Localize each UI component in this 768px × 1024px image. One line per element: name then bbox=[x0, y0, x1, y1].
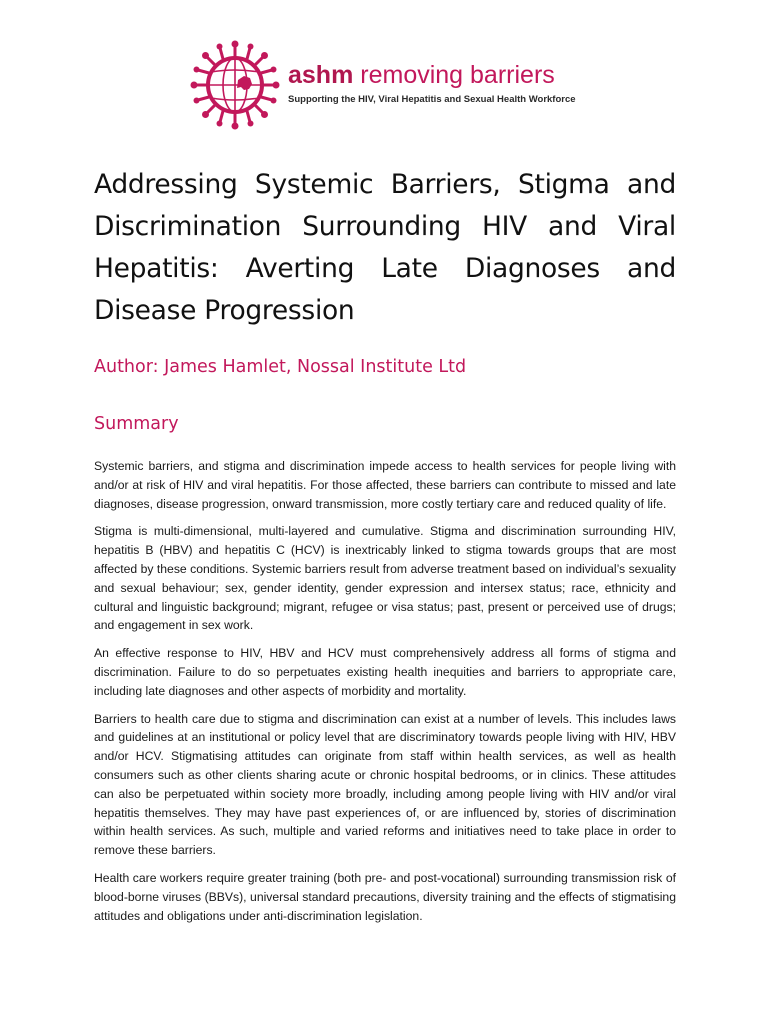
globe-virus-icon bbox=[190, 40, 280, 130]
brand-name bbox=[288, 62, 555, 88]
paragraph: Health care workers require greater training (both pre- and post-vocational) surrounding transmission risk of blood-borne viruses (BBVs), universal standard precautions, diversity training and the effects of stigmatising attitudes and obligations under anti-discrimination legislation. bbox=[94, 870, 676, 923]
paragraph: An effective response to HIV, HBV and HCV must comprehensively address all forms of stigma and discrimination. Failure to do so perpetuates existing health inequities and barriers to appropriate care, including late diagnoses and other aspects of morbidity and mortality. bbox=[94, 646, 676, 698]
paragraph: Systemic barriers, and stigma and discrimination impede access to health services for people living with and/or at risk of HIV and viral hepatitis. For those affected, these barriers can contribute to missed and late diagnoses, disease progression, onward transmission, more costly tertiary care and reduced quality of life. bbox=[94, 459, 676, 511]
paragraph: Barriers to health care due to stigma and discrimination can exist at a number of levels. This includes laws and guidelines at an institutional or policy level that are discriminatory towards people living with HIV, HBV and/or HCV. Stigmatising attitudes can originate from staff within health services, as well as health consumers such as other clients sharing acute or chronic hospital bedrooms, or in clinics. These attitudes can also be perpetuated within society more broadly, including among people living with HIV and/or viral hepatitis themselves. They may have past experiences of, or are influenced by, stories of discrimination within health services. As such, multiple and varied reforms and initiatives need to take place in order to remove these barriers. bbox=[94, 711, 676, 858]
document-title: Addressing Systemic Barriers, Stigma and Discrimination Surrounding HIV and Viral Hepatitis: Averting Late Diagnoses and Disease Progression bbox=[94, 169, 676, 326]
author-line: Author: James Hamlet, Nossal Institute Ltd bbox=[94, 357, 467, 377]
brand-tagline: Supporting the HIV, Viral Hepatitis and Sexual Health Workforce bbox=[288, 94, 576, 105]
brand-name-bold: ashm bbox=[288, 61, 354, 89]
brand-name-rest: removing barriers bbox=[353, 61, 555, 89]
paragraph: Stigma is multi-dimensional, multi-layered and cumulative. Stigma and discrimination surrounding HIV, hepatitis B (HBV) and hepatitis C (HCV) is inextricably linked to stigma towards groups that are most affected by these conditions. Systemic barriers result from adverse treatment based on individual’s sexuality and sexual behaviour; sex, gender identity, gender expression and intersex status; race, ethnicity and cultural and linguistic background; migrant, refugee or visa status; past, present or perceived use of drugs; and engagement in sex work. bbox=[94, 524, 676, 633]
summary-body bbox=[94, 457, 676, 934]
section-heading: Summary bbox=[94, 414, 179, 434]
ashm-logo bbox=[190, 40, 576, 120]
